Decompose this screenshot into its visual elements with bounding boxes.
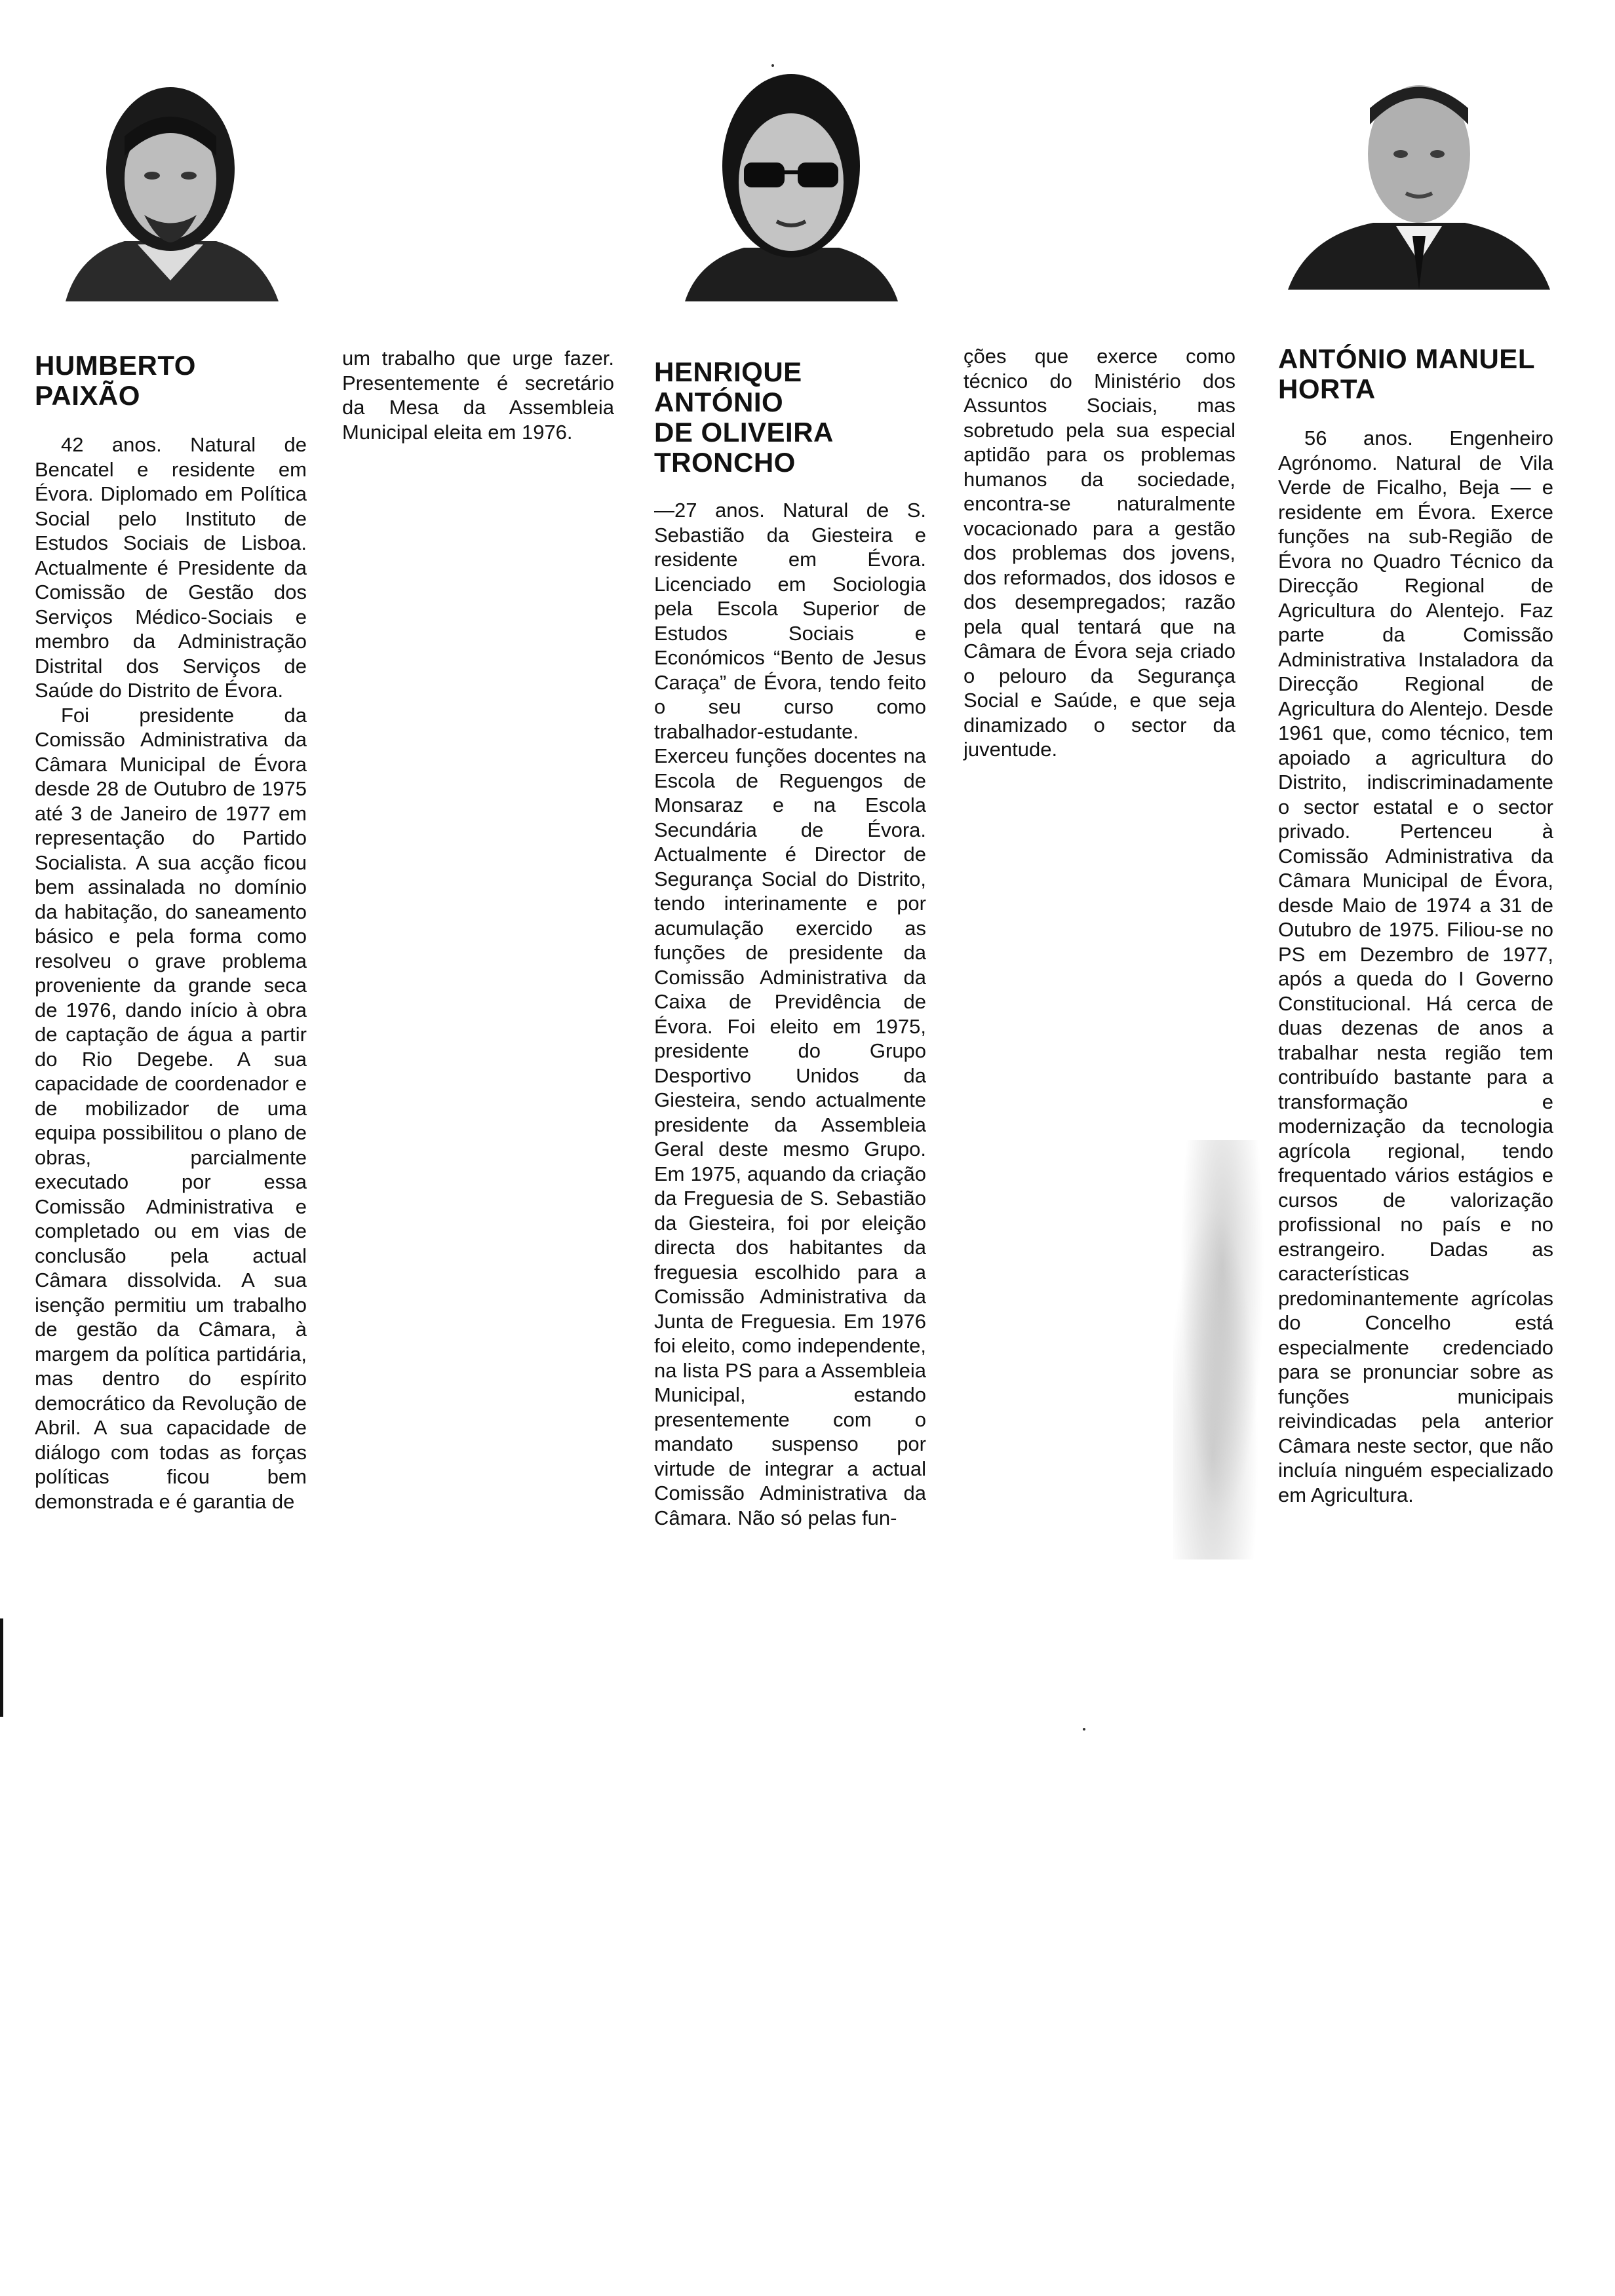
portrait-photo-man-long-hair-icon [52,58,288,301]
name-line-3: DE OLIVEIRA [654,417,834,448]
photo-henrique-troncho [678,51,905,301]
name-henrique-troncho [654,357,929,478]
portrait-photo-man-suit-icon [1288,46,1550,290]
photo-antonio-horta [1288,46,1550,290]
bio-henrique-troncho [654,498,926,1530]
bio-paragraph: Foi presidente da Comissão Administrativa da Câmara Municipal de Évora desde 28 de Outubro de 1975 até 3 de Janeiro de 1977 em representação do Partido Socialista. A sua acção ficou bem assinalada no domínio da habitação, do saneamento básico e pela forma como resolveu o grave problema proveniente da grande seca de 1976, dando início à obra de captação de água a partir do Rio Degebe. A sua capacidade de coordenador e de mobilizador de uma equipa possibilitou o plano de obras, parcialmente executado por essa Comissão Administrativa e completado ou em vias de conclusão pela actual Câmara dissolvida. A sua isenção permitiu um trabalho de gestão da Câmara, à margem da política partidária, mas dentro do espírito democrático da Revolução de Abril. A sua capacidade de diálogo com todas as forças políticas ficou bem demonstrada e é garantia de [35,703,307,1513]
name-antonio-horta [1278,344,1566,404]
scan-speck [1083,1728,1085,1731]
bio-paragraph: 56 anos. Engenheiro Agrónomo. Natural de Vila Verde de Ficalho, Beja — e residente em Évora. Exerce funções na sub-Região de Évora no Quadro Técnico da Direcção Regional de Agricultura do Alentejo. Faz parte da Comissão Administrativa Instaladora da Direcção Regional de Agricultura do Alentejo. Desde 1961 que, como técnico, tem apoiado a agricultura do Distrito, indiscriminadamente o sector estatal e o sector privado. Pertenceu à Comissão Administrativa da Câmara Municipal de Évora, desde Maio de 1974 a 31 de Outubro de 1975. Filiou-se no PS em Dezembro de 1977, após a queda do I Governo Constitucional. Há cerca de duas dezenas de anos a trabalhar nesta região tem contribuído bastante para a transformação e modernização da tecnologia agrícola regional, tendo frequentado vários estágios e cursos de valorização profissional no país e no estrangeiro. Dadas as características predominantemente agrícolas do Concelho está especialmente credenciado para se pronunciar sobre as funções municipais reivindicadas pela anterior Câmara neste sector, que não incluía ninguém especializado em Agricultura. [1278,427,1553,1506]
name-line-2: ANTÓNIO [654,387,784,417]
name-humberto-paixao [35,351,310,411]
bio-paragraph: um trabalho que urge fazer. Presentemente é secretário da Mesa da Assembleia Municipal eleita em 1976. [342,347,614,444]
name-line-2: HORTA [1278,373,1376,404]
bio-humberto-paixao-continued [342,346,614,444]
bio-henrique-troncho-continued [963,344,1236,762]
margin-mark [0,1618,3,1717]
name-line-1: HENRIQUE [654,356,802,387]
bio-antonio-horta [1278,426,1553,1507]
name-line-2: PAIXÃO [35,380,140,411]
scan-smudge [1173,1140,1272,1559]
scan-speck [771,64,774,67]
bio-paragraph: —27 anos. Natural de S. Sebastião da Giesteira e residente em Évora. Licenciado em Sociologia pela Escola Superior de Estudos Sociais e Económicos “Bento de Jesus Caraça” de Évora, tendo feito o seu curso como trabalhador-estudante. Exerceu funções docentes na Escola de Reguengos de Monsaraz e na Escola Secundária de Évora. Actualmente é Director de Segurança Social do Distrito, tendo interinamente e por acumulação exercido as funções de presidente da Comissão Administrativa da Caixa de Previdência de Évora. Foi eleito em 1975, presidente do Grupo Desportivo Unidos da Giesteira, sendo actualmente presidente da Assembleia Geral deste mesmo Grupo. Em 1975, aquando da criação da Freguesia de S. Sebastião da Giesteira, foi por eleição directa dos habitantes da freguesia escolhido para a Comissão Administrativa da Junta de Freguesia. Em 1976 foi eleito, como independente, na lista PS para a Assembleia Municipal, estando presentemente com o mandato suspenso por virtude de integrar a actual Comissão Administrativa da Câmara. Não só pelas fun- [654,499,926,1529]
bio-paragraph: ções que exerce como técnico do Ministério dos Assuntos Sociais, mas sobretudo pela sua especial aptidão para os problemas humanos da sociedade, encontra-se naturalmente vocacionado para a gestão dos problemas dos jovens, dos reformados, dos idosos e dos desempregados; razão pela qual tentará que na Câmara de Évora seja criado o pelouro da Segurança Social e Saúde, e que seja dinamizado o sector da juventude. [963,345,1236,761]
name-line-1: HUMBERTO [35,350,196,381]
name-line-4: TRONCHO [654,447,796,478]
bio-paragraph: 42 anos. Natural de Bencatel e residente em Évora. Diplomado em Política Social pelo Instituto de Estudos Sociais de Lisboa. Actualmente é Presidente da Comissão de Gestão dos Serviços Médico-Sociais e membro da Administração Distrital dos Serviços de Saúde do Distrito de Évora. [35,433,307,702]
bio-humberto-paixao [35,432,307,1514]
name-line-1: ANTÓNIO MANUEL [1278,343,1535,374]
photo-humberto-paixao [52,58,288,301]
portrait-photo-man-sunglasses-icon [678,51,905,301]
